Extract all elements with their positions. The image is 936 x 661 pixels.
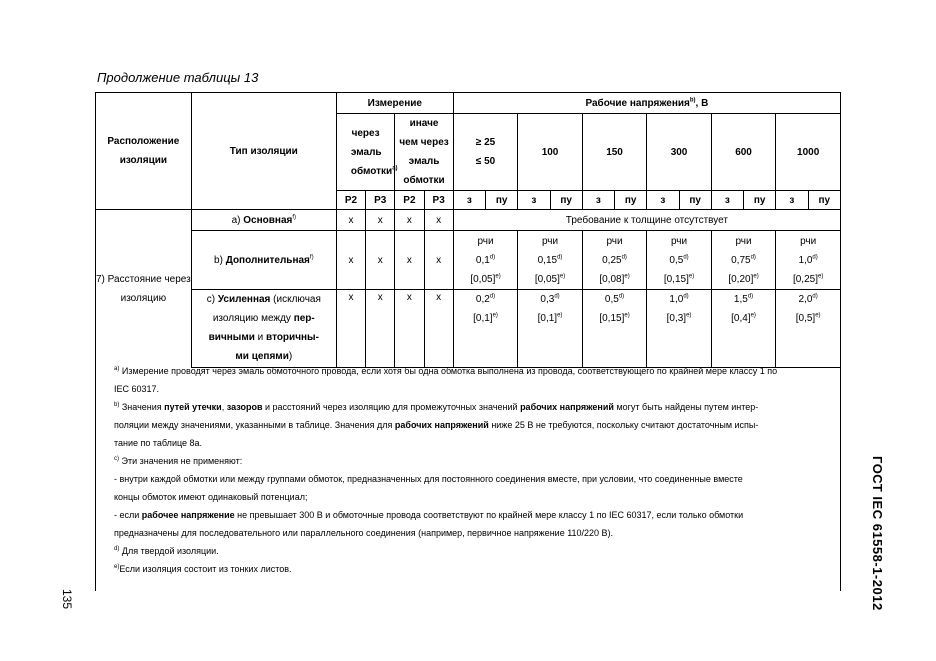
value-number: 0,5 — [604, 294, 619, 305]
value-cell — [582, 290, 647, 368]
header-through-enamel-label: через эмаль обмотки — [350, 127, 393, 177]
footnote-ref-d: d) — [489, 293, 496, 300]
footnote-text: , — [221, 402, 227, 412]
value-number: 1,0 — [798, 254, 813, 266]
footnote-text: не превышает 300 В и обмоточные провода соответствуют по крайней мере классу 1 по IEC 60317, если только обмотки — [234, 510, 744, 520]
insulation-desc: ) — [288, 351, 293, 362]
footnote-term: зазоров — [226, 402, 263, 412]
footnote-mark: e) — [114, 564, 120, 570]
value-alt — [712, 270, 776, 289]
header-code-p3: P3 — [366, 191, 395, 210]
value-alt-number: [0,5] — [795, 313, 816, 324]
value-main — [518, 251, 582, 270]
header-sub-z: з — [582, 191, 614, 210]
value-number: 0,5 — [669, 254, 684, 266]
value-main — [712, 290, 776, 309]
value-cell — [647, 231, 712, 290]
insulation-desc-bold: вторичны- — [266, 332, 319, 343]
footnote-ref-e: e) — [817, 273, 824, 280]
unit-label: рчи — [477, 235, 494, 247]
footnote-ref-e: e) — [557, 312, 563, 319]
value-number: 0,75 — [731, 254, 751, 266]
footnote-ref-e: e) — [750, 312, 756, 319]
footnote-c-item — [114, 488, 840, 506]
value-cell — [776, 290, 841, 368]
footnote-border-right — [840, 356, 841, 591]
mark-cell: x — [395, 210, 424, 231]
value-cell — [453, 290, 518, 368]
mark-cell: x — [366, 210, 395, 231]
table-row — [96, 231, 841, 290]
table-caption: Продолжение таблицы 13 — [97, 70, 259, 85]
header-voltage-150: 150 — [582, 114, 647, 191]
mark-cell: x — [366, 231, 395, 290]
insulation-reinforced — [191, 290, 336, 368]
value-number: 0,1 — [475, 254, 490, 266]
footnote-mark: d) — [114, 546, 120, 552]
insulation-desc: (исключая — [270, 294, 321, 305]
insulation-basic — [191, 210, 336, 231]
location-cell — [96, 210, 192, 368]
header-code-p3: P3 — [424, 191, 453, 210]
footnote-ref-e: e) — [624, 312, 630, 319]
unit-label: рчи — [606, 235, 623, 247]
mark-cell: x — [366, 290, 395, 368]
table-row — [96, 290, 841, 368]
value-number: 0,15 — [537, 254, 558, 266]
footnote-ref-f: f) — [292, 214, 297, 221]
footnote-ref-d: d) — [557, 254, 563, 261]
value-alt-number: [0,3] — [666, 313, 687, 324]
header-sub-pu: пу — [486, 191, 518, 210]
footnote-mark: b) — [114, 402, 120, 408]
footnote-text: и расстояний через изоляцию для промежуточных значений — [262, 402, 521, 412]
footnote-ref-e: e) — [495, 273, 501, 280]
footnote-ref-e: e) — [492, 312, 498, 319]
footnotes — [114, 362, 840, 578]
footnote-ref-e: e) — [686, 312, 692, 319]
footnote-text: Измерение проводят через эмаль обмоточного провода, если хотя бы одна обмотка выполнена из провода, соответствующего по крайней мере классу 1 по — [121, 366, 778, 376]
footnote-term: рабочее напряжение — [141, 510, 235, 520]
footnote-border-left — [95, 356, 96, 591]
value-alt-number: [0,15] — [599, 313, 625, 324]
value-cell — [453, 231, 518, 290]
value-alt-number: [0,25] — [792, 273, 818, 285]
footnote-c-item — [114, 524, 840, 542]
value-alt-number: [0,15] — [663, 273, 689, 285]
footnote-c — [114, 452, 840, 470]
header-sub-z: з — [711, 191, 743, 210]
footnote-ref-e: e) — [688, 273, 695, 280]
footnote-text: Если изоляция состоит из тонких листов. — [119, 564, 292, 574]
footnote-ref-e: e) — [753, 273, 759, 280]
footnote-text: - если — [114, 510, 142, 520]
footnote-ref-d: d) — [812, 293, 818, 300]
unit-label: рчи — [800, 235, 817, 247]
header-sub-pu: пу — [808, 191, 840, 210]
footnote-text: - внутри каждой обмотки или между группами обмоток, предназначенных для постоянного соединения вместе, при условии, что соединенные вместе — [114, 474, 743, 484]
page-number: 135 — [60, 589, 74, 610]
value-alt-number: [0,05] — [470, 273, 496, 285]
mark-cell: x — [395, 231, 424, 290]
value-alt-number: [0,1] — [473, 313, 493, 324]
footnote-text: Эти значения не применяют: — [121, 456, 243, 466]
value-alt — [647, 270, 711, 289]
footnote-text: Значения — [121, 402, 165, 412]
value-alt — [454, 270, 518, 289]
header-code-p2: P2 — [336, 191, 365, 210]
header-sub-pu: пу — [744, 191, 776, 210]
insulation-name: Дополнительная — [225, 254, 310, 266]
value-main — [583, 290, 647, 309]
footnote-text: тание по таблице 8а. — [114, 438, 203, 448]
footnote-ref-d: d) — [750, 254, 756, 261]
value-number: 1,0 — [669, 294, 684, 305]
value-alt-number: [0,05] — [534, 273, 560, 285]
footnote-term: путей утечки — [164, 402, 222, 412]
value-number: 0,3 — [540, 294, 555, 305]
footnote-ref-b: b) — [689, 97, 696, 104]
mark-cell: x — [336, 210, 365, 231]
footnote-ref-f: f) — [309, 254, 314, 261]
header-sub-z: з — [518, 191, 550, 210]
value-alt-number: [0,4] — [731, 313, 751, 324]
footnote-term: рабочих напряжений — [394, 420, 489, 430]
value-cell — [518, 290, 583, 368]
row-prefix: a) — [231, 214, 241, 226]
value-alt — [712, 309, 776, 328]
footnote-text: предназначены для последовательного или параллельного соединения (например, первичное напряжение 110/220 В). — [114, 528, 614, 538]
footnote-ref-e: e) — [624, 273, 630, 280]
footnote-b-cont — [114, 416, 840, 434]
footnote-b — [114, 398, 840, 416]
footnote-ref-d: d) — [683, 254, 689, 261]
value-alt — [583, 309, 647, 328]
insulation-name: Основная — [243, 214, 293, 226]
running-title: ГОСТ IEC 61558-1-2012 — [870, 456, 885, 611]
footnote-ref-a: a) — [392, 165, 398, 172]
value-main — [776, 290, 840, 309]
footnote-ref-d: d) — [618, 293, 625, 300]
insulation-name: Усиленная — [217, 294, 271, 305]
requirement-cell: Требование к толщине отсутствует — [453, 210, 840, 231]
value-cell — [582, 231, 647, 290]
value-alt-number: [0,1] — [537, 313, 558, 324]
header-sub-pu: пу — [615, 191, 647, 210]
value-main — [518, 290, 582, 309]
value-main — [583, 251, 647, 270]
footnote-mark: c) — [114, 456, 119, 462]
mark-cell: x — [395, 290, 424, 368]
header-voltage-300: 300 — [647, 114, 712, 191]
header-voltage-unit: , В — [695, 97, 709, 109]
row-prefix: b) — [214, 254, 223, 266]
footnote-text: поляции между значениями, указанными в таблице. Значения для — [114, 420, 395, 430]
unit-label: рчи — [735, 235, 752, 247]
footnote-a — [114, 362, 840, 380]
footnote-mark: a) — [114, 366, 120, 372]
footnote-c-item — [114, 506, 840, 524]
value-number: 2,0 — [798, 294, 813, 305]
footnote-ref-d: d) — [554, 293, 560, 300]
header-sub-pu: пу — [550, 191, 582, 210]
value-alt — [518, 270, 582, 289]
header-sub-z: з — [453, 191, 485, 210]
footnote-ref-e: e) — [559, 273, 566, 280]
value-alt — [454, 309, 518, 328]
value-alt — [647, 309, 711, 328]
value-number: 0,2 — [475, 294, 490, 305]
insulation-supplementary — [191, 231, 336, 290]
mark-cell: x — [336, 231, 365, 290]
mark-cell: x — [424, 290, 453, 368]
value-number: 0,25 — [602, 254, 622, 266]
header-voltage-100: 100 — [518, 114, 583, 191]
footnote-term: рабочих напряжений — [520, 402, 614, 412]
footnote-ref-d: d) — [812, 254, 818, 261]
footnote-ref-d: d) — [683, 293, 689, 300]
header-through-enamel — [336, 114, 398, 191]
footnote-text: могут быть найдены путем интер- — [613, 402, 759, 412]
footnote-text: концы обмоток имеют одинаковый потенциал; — [114, 492, 308, 502]
value-alt — [776, 270, 840, 289]
mark-cell: x — [424, 210, 453, 231]
mark-cell: x — [336, 290, 365, 368]
insulation-desc: изоляцию между — [212, 313, 294, 324]
footnote-b-cont — [114, 434, 840, 452]
footnote-text: IEC 60317. — [114, 384, 160, 394]
footnote-ref-e: e) — [815, 312, 821, 319]
row-prefix: c) — [206, 294, 216, 305]
value-main — [712, 251, 776, 270]
value-cell — [711, 290, 776, 368]
header-code-p2: P2 — [395, 191, 424, 210]
footnote-ref-d: d) — [489, 254, 496, 261]
header-voltage-600: 600 — [711, 114, 776, 191]
value-alt — [583, 270, 647, 289]
insulation-desc-bold: ми цепями — [235, 351, 289, 362]
value-cell — [776, 231, 841, 290]
footnote-c-item — [114, 470, 840, 488]
value-alt — [776, 309, 840, 328]
value-main — [454, 290, 518, 309]
header-sub-pu: пу — [679, 191, 711, 210]
value-cell — [711, 231, 776, 290]
value-alt-number: [0,20] — [728, 273, 754, 285]
header-other-than-enamel: иначе чем через эмаль обмотки — [395, 114, 453, 191]
footnote-ref-d: d) — [621, 254, 627, 261]
header-sub-z: з — [776, 191, 808, 210]
value-alt — [518, 309, 582, 328]
insulation-desc-bold: пер- — [293, 313, 315, 324]
header-working-voltage — [453, 93, 840, 114]
mark-cell: x — [424, 231, 453, 290]
location-label: 7) Расстояние через изоляцию — [96, 273, 191, 304]
footnote-text: ниже 25 В не требуются, поскольку считают достаточным испы- — [488, 420, 759, 430]
insulation-table — [95, 92, 841, 368]
header-sub-z: з — [647, 191, 679, 210]
value-main — [776, 251, 840, 270]
footnote-a-cont — [114, 380, 840, 398]
value-cell — [518, 231, 583, 290]
value-cell — [647, 290, 712, 368]
value-main — [647, 251, 711, 270]
unit-label: рчи — [670, 235, 688, 247]
footnote-ref-d: d) — [747, 293, 754, 300]
insulation-desc: и — [254, 332, 267, 343]
footnote-text: Для твердой изоляции. — [121, 546, 219, 556]
header-insulation-type: Тип изоляции — [191, 93, 336, 210]
value-number: 1,5 — [733, 294, 748, 305]
value-main — [647, 290, 711, 309]
footnote-d — [114, 542, 840, 560]
unit-label: рчи — [541, 235, 559, 247]
header-voltage-1000: 1000 — [776, 114, 841, 191]
header-voltage-25-50: ≥ 25 ≤ 50 — [453, 114, 518, 191]
footnote-e — [114, 560, 840, 578]
value-alt-number: [0,08] — [599, 273, 625, 285]
table-row — [96, 210, 841, 231]
header-location: Расположение изоляции — [96, 93, 192, 210]
header-working-voltage-label: Рабочие напряжения — [585, 97, 690, 109]
value-main — [454, 251, 518, 270]
header-measurement: Измерение — [336, 93, 453, 114]
insulation-desc-bold: вичными — [208, 332, 255, 343]
